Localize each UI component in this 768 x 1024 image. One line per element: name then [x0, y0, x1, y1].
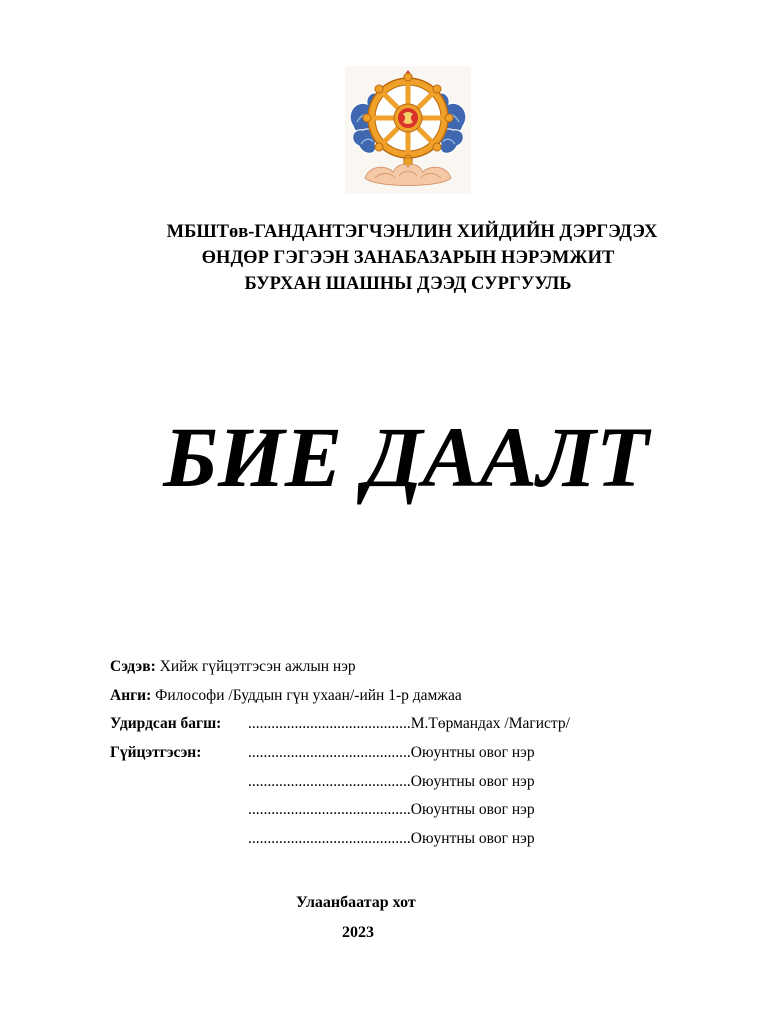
student-row	[110, 825, 570, 854]
class-value: Философи /Буддын гүн ухаан/-ийн 1-р дамжаа	[155, 686, 462, 704]
institution-line-2: ӨНДӨР ГЭГЭЭН ЗАНАБАЗАРЫН НЭРЭМЖИТ	[201, 248, 615, 268]
topic-value: Хийж гүйцэтгэсэн ажлын нэр	[159, 658, 356, 675]
dharma-wheel-emblem-icon	[345, 66, 471, 194]
student-entry: ..........................................Оюунтны овог нэр	[248, 744, 535, 762]
performer-label: Гүйцэтгэсэн:	[110, 744, 202, 762]
footer-year: 2023	[342, 924, 374, 941]
advisor-label: Удирдсан багш:	[110, 715, 222, 733]
footer-city: Улаанбаатар хот	[296, 894, 416, 911]
topic-label: Сэдэв:	[110, 658, 156, 675]
advisor-value: ..........................................М.Төрмандах /Магистр/	[248, 715, 570, 733]
institution-line-1: МБШТөв-ГАНДАНТЭГЧЭНЛИН ХИЙДИЙН ДЭРГЭДЭХ	[166, 222, 658, 242]
details-block	[110, 653, 570, 854]
student-row	[110, 796, 570, 825]
document-title-block	[0, 402, 768, 512]
institution-header	[0, 219, 768, 297]
class-row	[110, 682, 570, 711]
student-entry: ..........................................Оюунтны овог нэр	[248, 772, 535, 790]
document-title: БИЕ ДААЛТ	[163, 409, 649, 505]
advisor-row	[110, 710, 570, 739]
student-row	[110, 768, 570, 797]
student-entry: ..........................................Оюунтны овог нэр	[248, 830, 535, 848]
class-label: Анги:	[110, 686, 152, 704]
institution-line-3: БУРХАН ШАШНЫ ДЭЭД СУРГУУЛЬ	[244, 274, 572, 294]
student-entry: ..........................................Оюунтны овог нэр	[248, 801, 535, 819]
topic-row	[110, 653, 570, 682]
performer-row	[110, 739, 570, 768]
